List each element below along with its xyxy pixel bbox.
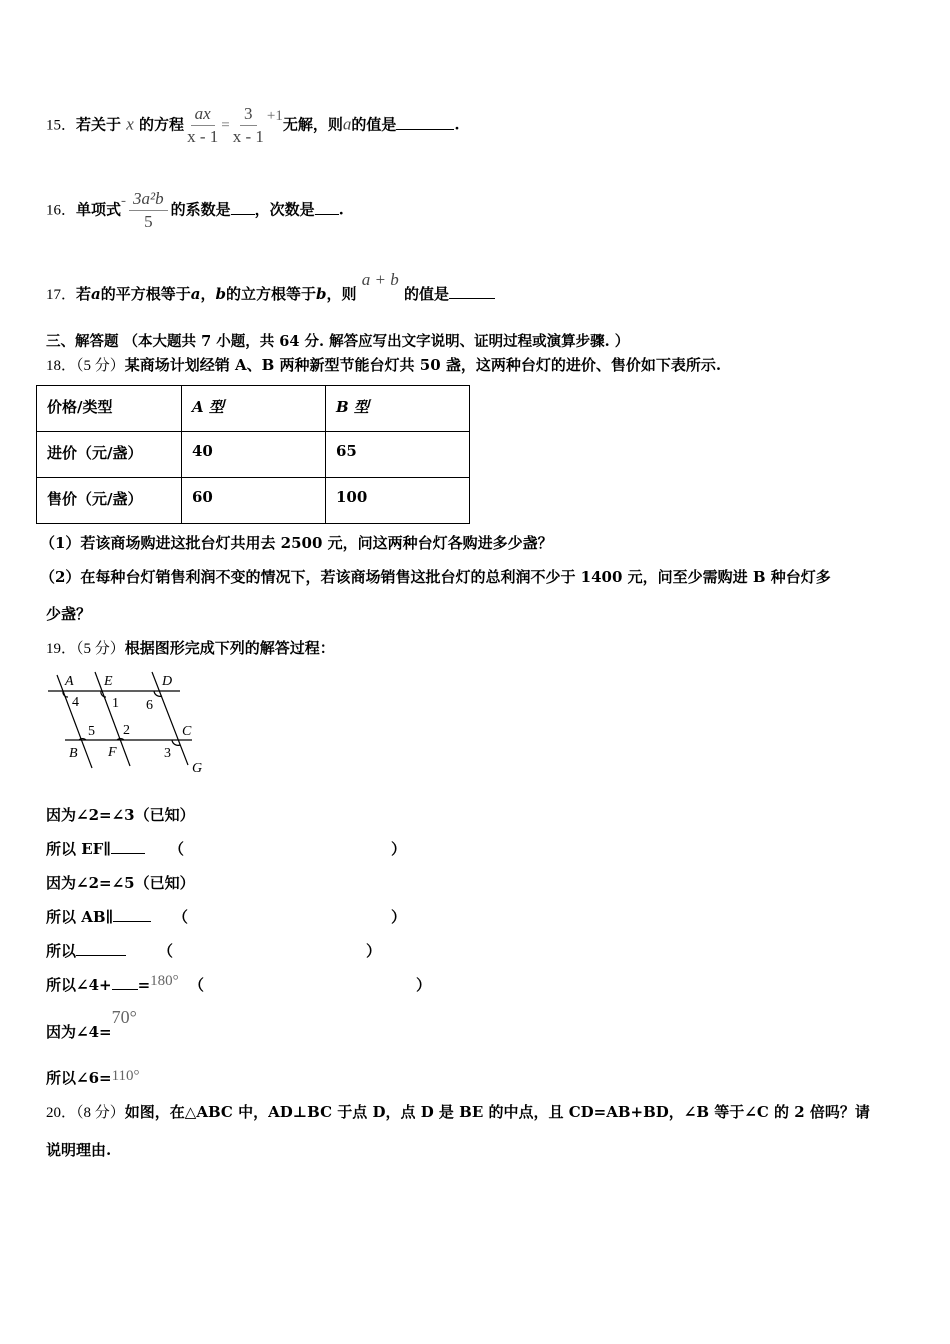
q18-part2-cont: 少盏？ [46, 605, 92, 623]
table-header-row: 价格/类型 A 型 B 型 [37, 386, 470, 432]
svg-text:3: 3 [164, 746, 171, 761]
answer-blank [113, 907, 151, 922]
parallel-lines-figure [40, 665, 210, 775]
question-19: 19．（5 分）根据图形完成下列的解答过程： [46, 639, 335, 657]
section-title: 三、解答题 （本大题共 7 小题，共 64 分. 解答应写出文字说明、证明过程或演算步骤. ） [46, 333, 630, 350]
price-table [36, 385, 470, 524]
svg-text:A: A [65, 674, 74, 689]
table-row: 售价（元/盏） 60 100 [37, 478, 470, 524]
answer-blank [315, 200, 339, 215]
svg-text:B: B [69, 746, 78, 761]
proof-line-5: 所以 （ ） [46, 942, 382, 960]
q18-part1: （1）若该商场购进这批台灯共用去 2500 元，问这两种台灯各购进多少盏？ [40, 534, 553, 552]
svg-text:2: 2 [123, 723, 130, 738]
question-16: 16．单项式- $\frac{\text{3a²b}}{5}$ 的系数是 ，次数是 . [46, 189, 344, 231]
answer-blank [396, 115, 454, 130]
table-row: 进价（元/盏） 40 65 [37, 432, 470, 478]
answer-blank [76, 941, 126, 956]
question-20-cont: 说明理由. [46, 1141, 112, 1159]
svg-text:D: D [162, 674, 173, 689]
svg-text:E: E [104, 674, 113, 689]
svg-text:G: G [192, 761, 203, 775]
answer-blank [449, 284, 495, 299]
question-15: 15．若关于 x 的方程 $\frac{ax}{x - 1}$ = $\frac{3}{x - 1}$ +1无解，则a的值是 . [46, 104, 460, 146]
fraction-monomial: $\frac{\text{3a²b}}{5}$ [129, 188, 168, 233]
answer-blank [112, 975, 138, 990]
question-18: 18．（5 分）某商场计划经销 A、B 两种新型节能台灯共 50 盏，这两种台灯的进价、售价如下表所示. [46, 356, 722, 374]
proof-line-2: 所以 EF∥ （ ） [46, 840, 407, 858]
fraction-3: $\frac{3}{x - 1}$ [232, 104, 264, 146]
svg-text:F: F [108, 745, 117, 760]
proof-line-8: 所以∠6=110° [46, 1068, 140, 1087]
question-17: 17．若a的平方根等于a，b的立方根等于b，则 a + b 的值是 [46, 283, 495, 304]
svg-text:6: 6 [146, 698, 153, 713]
answer-blank [111, 839, 145, 854]
proof-line-7: 因为∠4=70° [46, 1007, 137, 1041]
q18-part2: （2）在每种台灯销售利润不变的情况下，若该商场销售这批台灯的总利润不少于 1400 元，问至少需购进 B 种台灯多 [40, 568, 831, 586]
question-20: 20．（8 分）如图，在△ABC 中，AD⊥BC 于点 D，点 D 是 BE 的中点，且 CD=AB+BD，∠B 等于∠C 的 2 倍吗？请 [46, 1103, 870, 1121]
svg-text:5: 5 [88, 724, 95, 739]
proof-line-6: 所以∠4+ =180° （ ） [46, 973, 432, 994]
proof-line-3: 因为∠2=∠5（已知） [46, 874, 195, 892]
svg-text:1: 1 [112, 696, 119, 711]
proof-line-1: 因为∠2=∠3（已知） [46, 806, 195, 824]
svg-text:4: 4 [72, 695, 79, 710]
proof-line-4: 所以 AB∥ （ ） [46, 908, 407, 926]
svg-text:C: C [182, 724, 192, 739]
answer-blank [231, 200, 255, 215]
fraction-ax: $\frac{ax}{x - 1}$ [187, 104, 219, 146]
